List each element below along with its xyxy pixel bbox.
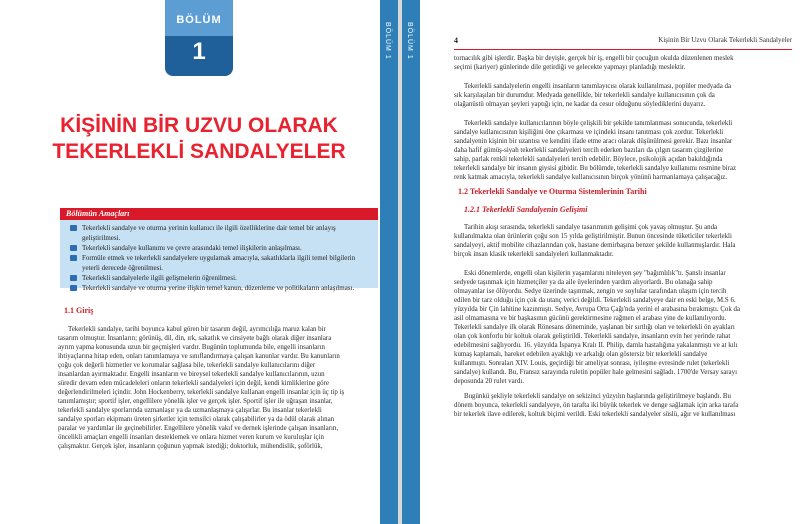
bullet-icon (70, 255, 77, 261)
objective-item (70, 253, 370, 273)
text-line: sık karşılaşılan bir durumdur. Medyada genellikle, bir tekerlekli sandalye kullanıcısının çok da (454, 92, 715, 99)
text-line: çalışmaktır. Gerçek işler, insanların çoğunun yapmak istediği; doktorluk, mühendislik, şoförlük, (58, 443, 323, 450)
text-line: tornacılık gibi işlerdir. Başka bir deyişle, gerçek bir iş, engelli bir çocuğun okulda düzenlenen meslek (454, 55, 734, 62)
paragraph-6 (454, 392, 792, 419)
objectives-title: Bölümün Amaçları (66, 209, 130, 218)
section-heading: 1.2 Tekerlekli Sandalye ve Oturma Sistemlerinin Tarihi (458, 187, 647, 196)
right-side-tab-label: BÖLÜM 1 (406, 22, 413, 60)
intro-paragraph (58, 325, 376, 451)
text-line: bir tekerlek ilave edilerek, koltuk biçimi verildi. Eski tekerlekli sandalyeler süslü, ağır ve kullanılması (454, 411, 736, 418)
text-line: Tekerlekli sandalye, tarihi boyunca kabul gören bir tasarım değil, ayrımcılığa maruz kalan bir (68, 326, 326, 333)
text-line: birçok insan klasik tekerlekli sandalyeleri kullanmaktadır. (454, 251, 614, 258)
text-line: sandalyeyi, aktif mobilite cihazlarından çok, hastane demirbaşına benzer şekilde kullanmışlardır. Hala (454, 242, 736, 249)
objective-text: Formüle etmek ve tekerlekli sandalyelere uygulamak amacıyla, sakatlıklarla ilgili temel bilgilerin yeterli derecede öğrenilmesi. (82, 254, 356, 272)
text-line: tekerlekli sandalye sporlarında uzmanlaşır ya da uzmanlaşmaya çalışırlar. Bu insanlar tekerlekli (58, 407, 322, 414)
paragraph-2 (454, 82, 792, 109)
text-line: tanımlamıştır; sportif işler, engellilere yönelik işler ve gerçek işler. Sportif işler ile uğraşan insanlar, (58, 398, 333, 405)
text-line: sandalye kullanıcısının kişiliğini öne çıkarması ve içindeki insanı tanıtması çok zordur. Tekerlekli (454, 129, 724, 136)
text-line: sandalye) kullandı. Bu, Fransız sarayında ruletin popüler hale gelmesini sağladı. 1700'de Versay sarayı (454, 369, 737, 376)
objectives-header (60, 208, 378, 220)
text-line: Tekerlekli sandalye ilk olarak Rönesans döneminde, yaşlanan bir sırtlığı olan ve tekerlekli ön ayakları (454, 324, 735, 331)
text-line: tekerlekli sandalye bir insanın giysisi gibidir. Bu bölümde, tekerlekli sandalye kullanımı resmine biraz (454, 165, 737, 172)
paragraph-3 (454, 119, 792, 182)
chapter-title-line-2: TEKERLEKLİ SANDALYELER (52, 140, 346, 163)
text-line: Tekerlekli sandalyelerin engelli insanların tanımlayıcısı olarak kullanılması, popüler medyada da (464, 83, 732, 90)
chapter-title-line-1: KİŞİNİN BİR UZVU OLARAK (60, 114, 338, 137)
text-line: paralar ve yardımlar ile geçinebilirler. Engellilere yönelik vakıf ve dernek işlerinde çalışan insanların, (58, 425, 339, 432)
text-line: yüzyılda bir Çin lahitine kazınmıştı. Sedye, Avrupa Orta Çağı'nda yerini el arabasına bırakmıştı. Çok da (454, 306, 741, 313)
page-number: 4 (454, 36, 458, 45)
text-line: insanlardan ayırmaktadır. Engelli insanların ve bireysel tekerlekli sandalye kullanıcılarının, uzun (58, 371, 325, 378)
text-line: dönem boyunca, tekerlekli sandalyeye, ön tarafta iki büyük tekerlek ve denge sağlamak için arka tarafa (454, 402, 739, 409)
chapter-title (40, 113, 358, 165)
bullet-icon (70, 275, 77, 281)
objectives-list (70, 223, 370, 293)
left-side-tab (380, 0, 398, 524)
left-page (0, 0, 398, 524)
text-line: kullanmıştı. Sonraları XIV. Louis, geçirdiği bir ameliyat sonrası, iyileşme evresinde rulet (tekerlekli (454, 360, 730, 367)
text-line: asil olmamasına ve bir başkasının gücünü gerektirmesine rağmen el arabası yine de kullanılıyordu. (454, 315, 727, 322)
text-line: Tekerlekli sandalye kullanıcılarının böyle çelişkili bir şekilde tanımlanması sonucunda, tekerlekli (464, 120, 733, 127)
text-line: renk katmak amacıyla, tekerlekli sandalye kullanıcısının birçok yönünü harmanlamaya çalışacağız. (454, 174, 728, 181)
chapter-badge (165, 0, 233, 76)
objective-text: Tekerlekli sandalye ve oturma yerine ilişkin temel kanun, düzenleme ve politikaların anlaşılması. (82, 284, 355, 292)
text-line: ihtiyaçlarına hitap eden, onları tanımlamaya ve sınıflandırmaya çalışan kanunlar vardır. Bu kanunların (58, 353, 340, 360)
objective-item (70, 243, 370, 253)
text-line: kullanılmakta olan ürünlerin çoğu son 15 yılda geliştirilmiştir. Bunun öncesinde tüketiciler tekerlekli (454, 233, 732, 240)
right-page (402, 0, 800, 524)
header-rule (454, 49, 792, 50)
text-line: Tarihin akışı sırasında, tekerlekli sandalye tasarımının gelişimi çok yavaş olmuştur. Şu anda (464, 224, 718, 231)
bullet-icon (70, 285, 77, 291)
text-line: olağanüstü olmayan şeyleri yaptığı için, ne kadar da cesur olduğunu söylediklerini duyarız. (454, 101, 706, 108)
chapter-number: 1 (192, 38, 206, 65)
objective-item (70, 273, 370, 283)
text-line: tasarım olmuştur. İnsanların; görünüş, dil, din, ırk, sakatlık ve cinsiyete bağlı olarak diğer insanlara (58, 335, 332, 342)
right-side-tab (402, 0, 420, 524)
text-line: kumaş kaplamalı, hareket edebilen ayaklığı ve arkalığı olan göstersiz bir tekerlekli sandalye (454, 351, 708, 358)
left-side-tab-label: BÖLÜM 1 (384, 22, 391, 60)
paragraph-4 (454, 223, 792, 259)
text-line: çoğu çok değerli hizmetler ve korumalar sağlasa bile, tekerlekli sandalye kullanıcılarını diğer (58, 362, 316, 369)
text-line: sandalyenin kişinin bir uzantısı ve kendini ifade etme aracı olarak düşünülmesi gerekir. Bazı insanlar (454, 138, 733, 145)
text-line: sedyede taşınmak için hizmetçiler ya da aile üyelerinden yardım alıyorlardı. Bu olanağa sahip (454, 279, 713, 286)
running-header (454, 36, 792, 48)
text-line: olan çok konforlu bir koltuk olarak geliştirildi. Tekerlekli sandalye, insanların evin her yerinde rahat (454, 333, 731, 340)
paragraph-1 (454, 54, 792, 72)
objective-text: Tekerlekli sandalyelerle ilgili gelişmelerin öğrenilmesi. (82, 274, 237, 282)
text-line: süredir devam eden mücadeleleri onların tekerlekli sandalyeleri için değil, kendi kimliklerine göre (58, 380, 329, 387)
text-line: ayrım yapma konusunda uzun bir geçmişleri vardır. Bugünün toplumunda bile, engelli insanların (58, 344, 325, 351)
text-line: sandalye sporları ekipmanı üreten şirketler için temsilci olarak çalışabilirler ya da ödül olarak alınan (58, 416, 335, 423)
objective-item (70, 283, 370, 293)
text-line: Eski dönemlerde, engelli olan kişilerin yaşamlarını niteleyen şey "bağımlılık"tı. Şanslı insanlar (464, 270, 726, 277)
text-line: Bugünkü şekliyle tekerlekli sandalye on sekizinci yüzyılın başlarında geliştirilmeye başlandı. Bu (464, 393, 731, 400)
intro-heading: 1.1 Giriş (64, 306, 94, 315)
text-line: edilen bir tarz olduğu için çok da utanç verici değildi. Tekerlekli sandalyeye dair en eski belge, M.S 6. (454, 297, 736, 304)
paragraph-5 (454, 269, 792, 386)
running-title: Kişinin Bir Uzvu Olarak Tekerlekli Sandalyeler (658, 36, 792, 44)
objective-text: Tekerlekli sandalye kullanımı ve çevre arasındaki temel ilişkilerin anlaşılması. (82, 244, 302, 252)
bullet-icon (70, 245, 77, 251)
text-line: öncelikli amaçları engelli insanları desteklemek ve onlara hizmet veren kurum ve kuruluşlar için (58, 434, 324, 441)
objective-text: Tekerlekli sandalye ve oturma yerinin kullanıcı ile ilgili özelliklerine dair temel bir anlayış geliştirilmesi. (82, 224, 336, 242)
chapter-label: BÖLÜM (176, 14, 222, 26)
subsection-heading: 1.2.1 Tekerlekli Sandalyenin Gelişimi (464, 205, 588, 214)
text-line: sahip, parlak renkli tekerlekli sandalyeleri tercih edebilir. Böylece, psikolojik açıdan bakıldığında (454, 156, 723, 163)
text-line: deposunda 20 rulet vardı. (454, 378, 525, 385)
text-line: edebilmesini sağlıyordu. 16. yüzyılda İspanya Kralı II. Philip, damla hastalığına yakalanmıştı ve at kılı (454, 342, 738, 349)
objective-item (70, 223, 370, 243)
text-line: olmayanlar ise ölüyordu. Sedye üzerinde taşınmak, zengin ve soylular tarafından ulaşım için tercih (454, 288, 727, 295)
bullet-icon (70, 225, 77, 231)
text-line: seçimi (kariyer) günlerinde dile getirdiği ve gelecekte yapmayı planladığı meslektir. (454, 64, 686, 71)
text-line: değerlendirilmeleri içindir. John Hockenberry, tekerlekli sandalye kullanan engelli insanlar için üç tip iş (58, 389, 345, 396)
text-line: daha hafif gümüş-siyah tekerlekli sandalyeleri tercih ederken bazıları da çılgın tasarım çizgilerine (454, 147, 724, 154)
